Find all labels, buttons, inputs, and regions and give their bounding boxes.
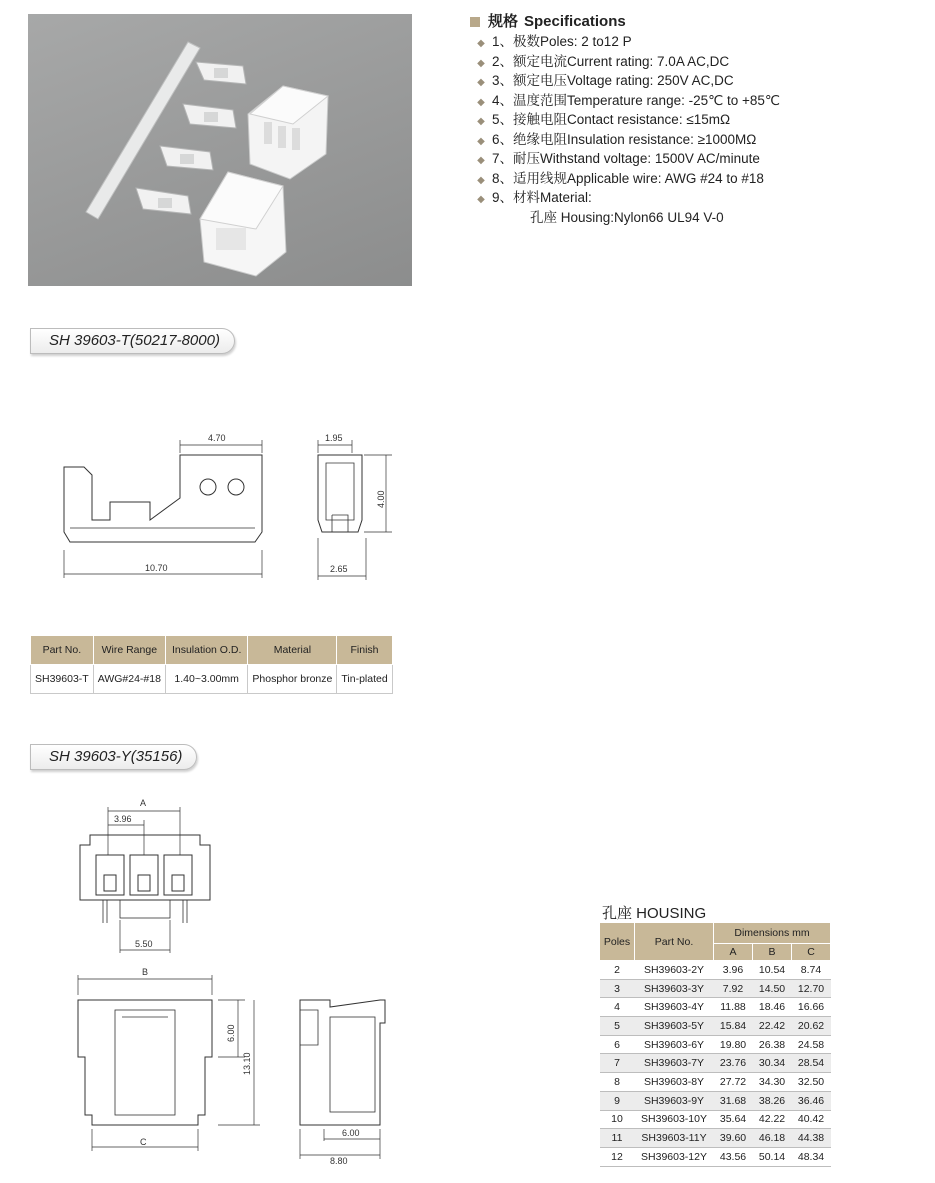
dim-label: 5.50 (135, 939, 153, 949)
dim-label: 6.00 (342, 1128, 360, 1138)
table-cell: 38.26 (753, 1091, 792, 1110)
table-row (600, 1129, 831, 1148)
diamond-bullet-icon: ◆ (477, 155, 485, 166)
table-cell: SH39603-12Y (635, 1147, 714, 1166)
table-row (600, 1073, 831, 1092)
table-cell: 44.38 (792, 1129, 831, 1148)
table-header: Dimensions mm (714, 923, 831, 944)
table-cell: 28.54 (792, 1054, 831, 1073)
table-cell: 35.64 (714, 1110, 753, 1129)
table-row (600, 979, 831, 998)
table-cell: 15.84 (714, 1017, 753, 1036)
table-cell: 10 (600, 1110, 635, 1129)
terminal-hole (228, 479, 244, 495)
table-cell: SH39603-6Y (635, 1035, 714, 1054)
table-row (31, 665, 393, 694)
square-bullet-icon (470, 17, 480, 27)
table-cell: 32.50 (792, 1073, 831, 1092)
table-cell: SH39603-11Y (635, 1129, 714, 1148)
table-cell: 34.30 (753, 1073, 792, 1092)
table-cell: 14.50 (753, 979, 792, 998)
table-cell: 11 (600, 1129, 635, 1148)
table-header: C (792, 944, 831, 961)
specifications-block (470, 12, 910, 227)
table-cell: 26.38 (753, 1035, 792, 1054)
housing-top-view (80, 835, 210, 900)
table-cell: 2 (600, 961, 635, 980)
table-cell: 50.14 (753, 1147, 792, 1166)
table-header: Insulation O.D. (165, 636, 247, 665)
housing-side-view (300, 1000, 385, 1125)
table-row (600, 1035, 831, 1054)
housing-dimensions-table (599, 922, 831, 1167)
table-cell: SH39603-4Y (635, 998, 714, 1017)
dim-label: 6.00 (226, 1024, 236, 1042)
table-cell: 40.42 (792, 1110, 831, 1129)
housing-cavity (96, 855, 192, 895)
diamond-bullet-icon: ◆ (477, 174, 485, 186)
table-cell: 12 (600, 1147, 635, 1166)
table-row (600, 961, 831, 980)
dim-label: 10.70 (145, 563, 168, 573)
product-photo (28, 14, 412, 286)
dim-label: 4.70 (208, 433, 226, 443)
table-cell: AWG#24-#18 (93, 665, 165, 694)
table-cell: 46.18 (753, 1129, 792, 1148)
housing-front-view (78, 1000, 212, 1125)
table-header: Wire Range (93, 636, 165, 665)
table-cell: SH39603-10Y (635, 1110, 714, 1129)
table-cell: 3 (600, 979, 635, 998)
table-cell: 48.34 (792, 1147, 831, 1166)
table-header-row (600, 923, 831, 944)
table-header: Poles (600, 923, 635, 961)
table-header-row (31, 636, 393, 665)
table-cell: 7.92 (714, 979, 753, 998)
diamond-bullet-icon: ◆ (477, 77, 485, 88)
diamond-bullet-icon: ◆ (477, 57, 485, 69)
table-cell: Phosphor bronze (248, 665, 337, 694)
table-cell: 3.96 (714, 961, 753, 980)
table-row (600, 1110, 831, 1129)
table-cell: 4 (600, 998, 635, 1017)
specifications-header: 规格 Specifications (470, 12, 910, 32)
table-cell: 43.56 (714, 1147, 753, 1166)
table-row (600, 1147, 831, 1166)
table-cell: 8 (600, 1073, 635, 1092)
dim-label: 8.80 (330, 1156, 348, 1165)
spec-item: ◆ 3、额定电压Voltage rating: 250V AC,DC (470, 71, 910, 91)
table-cell: 39.60 (714, 1129, 753, 1148)
table-cell: SH39603-9Y (635, 1091, 714, 1110)
spec-item: ◆ 8、适用线规Applicable wire: AWG #24 to #18 (470, 169, 910, 189)
table-cell: 10.54 (753, 961, 792, 980)
table-cell: 22.42 (753, 1017, 792, 1036)
table-cell: 31.68 (714, 1091, 753, 1110)
table-cell: SH39603-8Y (635, 1073, 714, 1092)
housing-drawing (0, 795, 420, 1165)
table-cell: 6 (600, 1035, 635, 1054)
diamond-bullet-icon: ◆ (477, 194, 485, 205)
table-header: Material (248, 636, 337, 665)
spec-item: ◆ 9、材料Material: (470, 188, 910, 208)
table-header: Finish (337, 636, 392, 665)
dim-label: 13.10 (242, 1052, 252, 1075)
table-row (600, 1091, 831, 1110)
spec-item: ◆ 5、接触电阻Contact resistance: ≤15mΩ (470, 110, 910, 130)
product-illustration (28, 14, 412, 286)
terminal-side-view (318, 455, 362, 532)
spec-item: ◆ 2、额定电流Current rating: 7.0A AC,DC (470, 52, 910, 72)
dim-label: 2.65 (330, 564, 348, 574)
table-cell: 24.58 (792, 1035, 831, 1054)
table-header: B (753, 944, 792, 961)
table-cell: 18.46 (753, 998, 792, 1017)
spec-item: ◆ 1、极数Poles: 2 to12 P (470, 32, 910, 52)
table-row (600, 1017, 831, 1036)
table-cell: 30.34 (753, 1054, 792, 1073)
dim-label: A (140, 798, 147, 808)
dim-label: C (140, 1137, 147, 1147)
terminal-spec-table (30, 635, 393, 694)
table-cell: 5 (600, 1017, 635, 1036)
dim-label: 4.00 (376, 490, 386, 508)
material-detail: 孔座 Housing:Nylon66 UL94 V-0 (530, 209, 724, 225)
table-cell: 23.76 (714, 1054, 753, 1073)
table-cell: 9 (600, 1091, 635, 1110)
table-cell: SH39603-T (31, 665, 94, 694)
table-cell: 19.80 (714, 1035, 753, 1054)
spec-item: ◆ 6、绝缘电阻Insulation resistance: ≥1000MΩ (470, 130, 910, 150)
terminal-drawing (0, 420, 420, 590)
table-cell: 27.72 (714, 1073, 753, 1092)
table-cell: 1.40~3.00mm (165, 665, 247, 694)
terminal-section-title: SH 39603-T(50217-8000) (30, 328, 235, 354)
diamond-bullet-icon: ◆ (477, 38, 485, 49)
diamond-bullet-icon: ◆ (477, 135, 485, 147)
table-cell: 7 (600, 1054, 635, 1073)
terminal-front-view (64, 455, 262, 542)
table-cell: SH39603-7Y (635, 1054, 714, 1073)
table-cell: 36.46 (792, 1091, 831, 1110)
table-header: A (714, 944, 753, 961)
table-cell: 8.74 (792, 961, 831, 980)
table-cell: Tin-plated (337, 665, 392, 694)
table-header: Part No. (635, 923, 714, 961)
housing-section-title: SH 39603-Y(35156) (30, 744, 197, 770)
dim-label: 1.95 (325, 433, 343, 443)
spec-item: ◆ 7、耐压Withstand voltage: 1500V AC/minute (470, 149, 910, 169)
table-cell: 20.62 (792, 1017, 831, 1036)
table-cell: 16.66 (792, 998, 831, 1017)
dim-label: 3.96 (114, 814, 132, 824)
table-cell: 12.70 (792, 979, 831, 998)
table-cell: 11.88 (714, 998, 753, 1017)
table-row (600, 998, 831, 1017)
spec-item: ◆ 4、温度范围Temperature range: -25℃ to +85℃ (470, 91, 910, 111)
table-cell: SH39603-3Y (635, 979, 714, 998)
housing-table-title: 孔座 HOUSING (602, 905, 707, 922)
terminal-hole (200, 479, 216, 495)
table-row (600, 1054, 831, 1073)
table-cell: SH39603-2Y (635, 961, 714, 980)
diamond-bullet-icon: ◆ (477, 116, 485, 127)
table-cell: SH39603-5Y (635, 1017, 714, 1036)
table-header: Part No. (31, 636, 94, 665)
table-cell: 42.22 (753, 1110, 792, 1129)
diamond-bullet-icon: ◆ (477, 96, 485, 108)
dim-label: B (142, 967, 149, 977)
